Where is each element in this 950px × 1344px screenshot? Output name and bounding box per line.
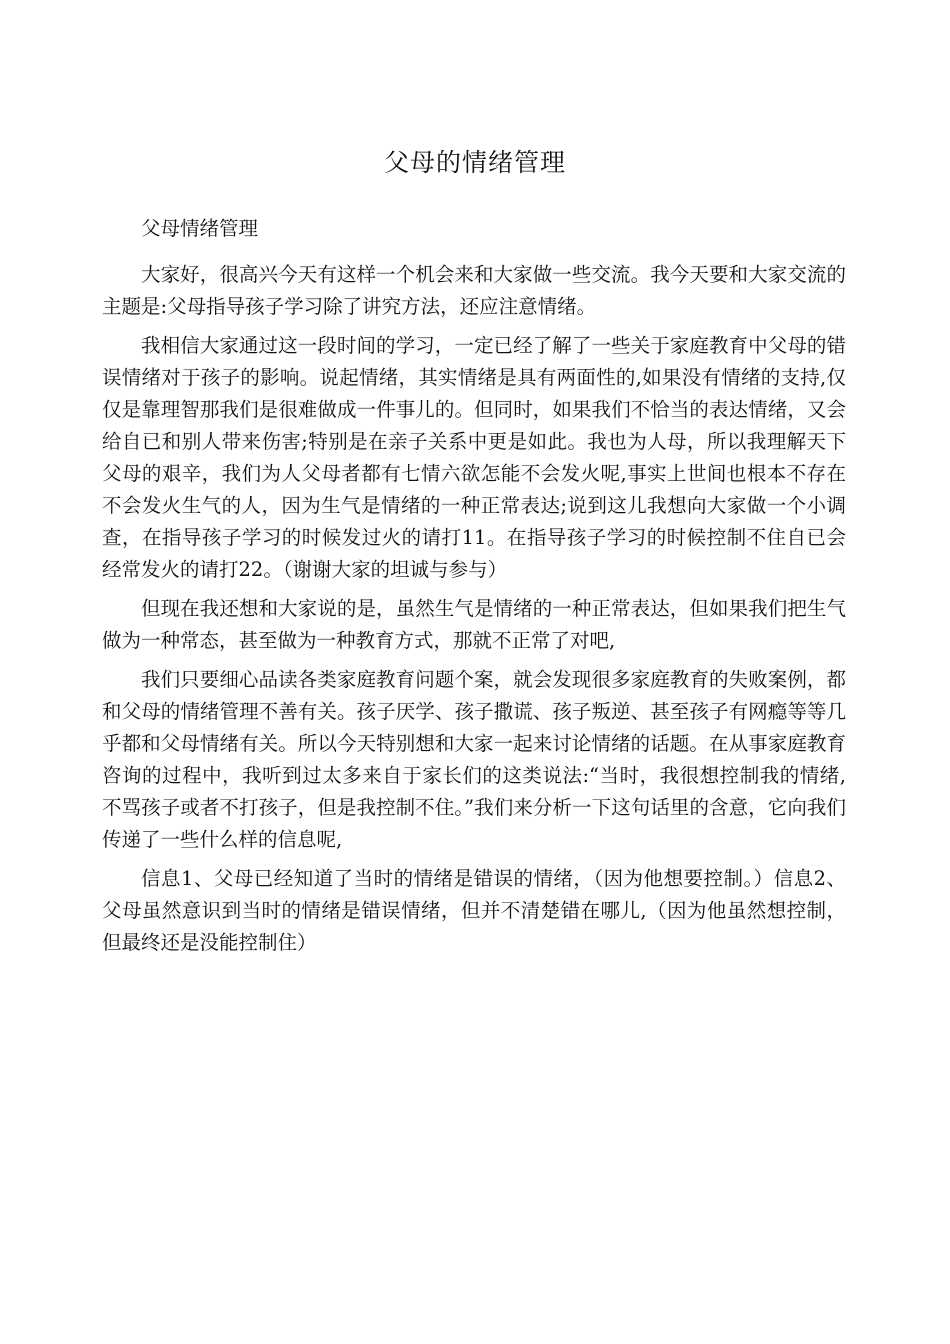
document-title: 父母的情绪管理: [383, 148, 566, 177]
paragraph-greeting: 大家好，很高兴今天有这样一个机会来和大家做一些交流。我今天要和大家交流的主题是:父母指导孩子学习除了讲究方法，还应注意情绪。: [102, 263, 846, 318]
section-heading: 父母情绪管理: [141, 217, 259, 240]
paragraph-information: 信息1、父母已经知道了当时的情绪是错误的情绪，（因为他想要控制。）信息2、父母虽然意识到当时的情绪是错误情绪，但并不清楚错在哪儿,（因为他虽然想控制，但最终还是没能控制住）: [102, 867, 846, 954]
document-body: [102, 213, 846, 966]
paragraph-case-analysis: 我们只要细心品读各类家庭教育问题个案，就会发现很多家庭教育的失败案例，都和父母的情绪管理不善有关。孩子厌学、孩子撒谎、孩子叛逆、甚至孩子有网瘾等等几乎都和父母情绪有关。所以今天特别想和大家一起来讨论情绪的话题。在从事家庭教育咨询的过程中，我听到过太多来自于家长们的这类说法:“当时，我很想控制我的情绪,不骂孩子或者不打孩子，但是我控制不住。”我们来分析一下这句话里的含意，它向我们传递了一些什么样的信息呢,: [102, 668, 846, 851]
paragraph-emotion-intro: 我相信大家通过这一段时间的学习，一定已经了解了一些关于家庭教育中父母的错误情绪对于孩子的影响。说起情绪，其实情绪是具有两面性的,如果没有情绪的支持,仅仅是靠理智那我们是很难做成一件事儿的。但同时，如果我们不恰当的表达情绪，又会给自已和别人带来伤害;特别是在亲子关系中更是如此。我也为人母，所以我理解天下父母的艰辛，我们为人父母者都有七情六欲怎能不会发火呢,事实上世间也根本不存在不会发火生气的人，因为生气是情绪的一种正常表达;说到这儿我想向大家做一个小调查，在指导孩子学习的时候发过火的请打11。在指导孩子学习的时候控制不住自已会经常发火的请打22。（谢谢大家的坦诚与参与）: [102, 334, 846, 581]
paragraph-anger-normal: 但现在我还想和大家说的是，虽然生气是情绪的一种正常表达，但如果我们把生气做为一种常态，甚至做为一种教育方式，那就不正常了对吧,: [102, 597, 846, 652]
